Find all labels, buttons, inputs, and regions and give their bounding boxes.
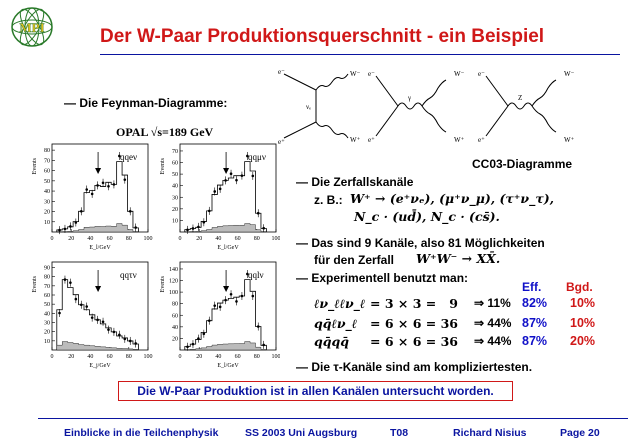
y-tick-label: 50 [44, 302, 50, 309]
y-tick-label: 30 [44, 199, 50, 206]
row-calc: = 3 × 3 = [370, 296, 437, 311]
label-z: Z [518, 94, 523, 102]
y-tick-label: 20 [44, 329, 50, 336]
data-point [252, 295, 255, 298]
data-point [219, 188, 222, 191]
x-tick-label: 100 [271, 354, 280, 360]
data-point [192, 227, 195, 230]
label-e-minus-1: e⁻ [278, 68, 285, 76]
row-share: ⇒ 44% [474, 316, 512, 330]
background-histogram [185, 224, 267, 232]
data-point [85, 188, 88, 191]
data-point [96, 184, 99, 187]
label-e-plus-1: e⁺ [278, 138, 285, 146]
x-tick-label: 100 [143, 354, 153, 360]
y-tick-label: 20 [172, 336, 178, 343]
y-axis-label: Events [160, 158, 166, 175]
y-axis-label: Events [160, 276, 166, 293]
opal-histograms [30, 138, 280, 378]
histogram-panel-4 [160, 262, 280, 369]
y-tick-label: 40 [172, 324, 178, 331]
background-histogram [57, 224, 139, 232]
data-point [64, 278, 67, 281]
y-tick-label: 60 [44, 168, 50, 175]
y-tick-label: 30 [44, 320, 50, 327]
channel-label: qqeν [120, 152, 138, 162]
x-tick-label: 60 [106, 354, 113, 360]
x-tick-label: 60 [234, 236, 241, 242]
data-point [241, 295, 244, 298]
conclusion-box: Die W-Paar Produktion ist in allen Kanälen untersucht worden. [118, 381, 513, 401]
row-eff: 82% [522, 296, 548, 310]
y-tick-label: 70 [44, 158, 50, 165]
data-point [96, 319, 99, 322]
row-formula: qq̄ℓν_ℓ [314, 316, 358, 331]
x-tick-label: 60 [234, 354, 241, 360]
y-tick-label: 140 [169, 266, 178, 273]
row-eff: 87% [522, 334, 548, 348]
y-tick-label: 60 [172, 313, 178, 320]
plot-title: OPAL √s=189 GeV [116, 125, 214, 139]
data-point [80, 303, 83, 306]
channel-label: qqτν [120, 270, 137, 280]
decays-line2: N_c · (ud̄), N_c · (cs̄). [354, 209, 500, 224]
footer-author: Richard Nisius [453, 427, 527, 439]
label-w-minus-2: W⁻ [454, 70, 465, 78]
x-tick-label: 80 [125, 354, 132, 360]
data-point [203, 333, 206, 336]
data-point [113, 183, 116, 186]
data-point [91, 316, 94, 319]
row-calc: = 6 × 6 = [370, 334, 437, 349]
x-tick-label: 60 [106, 236, 113, 242]
y-tick-label: 50 [44, 178, 50, 185]
data-point [203, 221, 206, 224]
y-tick-label: 40 [44, 311, 50, 318]
channels-line1: — Das sind 9 Kanäle, also 81 Möglichkeiten [296, 236, 545, 250]
row-bgd: 10% [570, 316, 596, 330]
row-bgd: 20% [570, 334, 596, 348]
label-w-plus-1: W⁺ [350, 136, 361, 144]
data-point [80, 210, 83, 213]
x-tick-label: 0 [178, 354, 182, 360]
data-point [129, 340, 132, 343]
footer-semester: SS 2003 Uni Augsburg [245, 427, 358, 439]
x-tick-label: 40 [215, 236, 222, 242]
label-w-plus-3: W⁺ [564, 136, 575, 144]
data-point [230, 172, 233, 175]
label-w-minus-1: W⁻ [350, 70, 361, 78]
row-count: 36 [440, 316, 458, 331]
x-tick-label: 0 [50, 354, 54, 360]
x-tick-label: 80 [253, 236, 260, 242]
channel-label: qqlν [248, 270, 264, 280]
data-point [134, 226, 137, 229]
data-point [107, 328, 110, 331]
channels-line2-text: für den Zerfall [314, 253, 395, 267]
data-point [124, 178, 127, 181]
cc03-caption: CC03-Diagramme [472, 157, 573, 171]
channel-label: qqμν [248, 152, 266, 162]
y-tick-label: 70 [44, 283, 50, 290]
x-tick-label: 100 [143, 236, 153, 242]
x-tick-label: 40 [87, 354, 94, 360]
x-tick-label: 20 [196, 354, 203, 360]
label-nu-e: νₑ [306, 103, 311, 111]
data-point [91, 193, 94, 196]
data-point [186, 229, 189, 232]
data-point [257, 325, 260, 328]
histogram-panel-2 [160, 144, 280, 251]
data-point [213, 304, 216, 307]
data-point [208, 319, 211, 322]
y-tick-label: 70 [172, 148, 178, 155]
data-point [219, 306, 222, 309]
data-point [186, 345, 189, 348]
row-count: 9 [449, 296, 458, 311]
y-axis-label: Events [32, 158, 38, 175]
data-point [224, 179, 227, 182]
y-tick-label: 100 [169, 290, 178, 297]
y-tick-label: 80 [44, 148, 50, 155]
footer-course: Einblicke in die Teilchenphysik [64, 427, 219, 439]
label-gamma: γ [408, 94, 412, 102]
data-point [58, 229, 61, 232]
data-point [197, 337, 200, 340]
row-eff: 87% [522, 316, 548, 330]
feynman-heading: — Die Feynman-Diagramme: [64, 96, 228, 110]
background-histogram [57, 342, 139, 350]
y-tick-label: 120 [169, 278, 178, 285]
label-e-plus-3: e⁺ [478, 136, 485, 144]
footer-page: Page 20 [560, 427, 600, 439]
x-tick-label: 0 [178, 236, 182, 242]
feynman-diagrams [276, 62, 621, 152]
data-point [69, 225, 72, 228]
histogram-panel-1 [32, 144, 153, 251]
decays-zb: z. B.: [314, 193, 343, 207]
y-tick-label: 20 [44, 209, 50, 216]
x-tick-label: 80 [253, 354, 260, 360]
x-tick-label: 20 [68, 354, 75, 360]
x-axis-label: E_l/GeV [89, 245, 111, 251]
row-calc: = 6 × 6 = [370, 316, 437, 331]
data-point [113, 331, 116, 334]
data-point [58, 312, 61, 315]
row-count: 36 [440, 334, 458, 349]
x-axis-label: E_l/GeV [217, 363, 239, 369]
data-point [64, 228, 67, 231]
data-point [230, 293, 233, 296]
data-point [85, 305, 88, 308]
col-eff: Eff. [522, 280, 542, 294]
x-axis-label: E_l/GeV [217, 245, 239, 251]
x-tick-label: 100 [271, 236, 280, 242]
y-tick-label: 10 [172, 218, 178, 225]
y-tick-label: 90 [44, 265, 50, 272]
y-tick-label: 10 [44, 338, 50, 345]
x-tick-label: 20 [196, 236, 203, 242]
data-point [257, 212, 260, 215]
data-point [197, 226, 200, 229]
data-point [102, 182, 105, 185]
data-point [102, 320, 105, 323]
label-e-plus-2: e⁺ [368, 136, 375, 144]
row-bgd: 10% [570, 296, 596, 310]
y-axis-label: Events [32, 276, 38, 293]
x-tick-label: 40 [87, 236, 94, 242]
background-histogram [185, 342, 267, 350]
footer-rule [38, 418, 628, 419]
data-point [252, 175, 255, 178]
tau-note: — Die τ-Kanäle sind am kompliziertesten. [296, 360, 533, 374]
experiment-heading: — Experimentell benutzt man: [296, 271, 469, 285]
data-point [75, 298, 78, 301]
label-w-minus-3: W⁻ [564, 70, 575, 78]
y-tick-label: 80 [44, 274, 50, 281]
data-point [69, 281, 72, 284]
label-e-minus-3: e⁻ [478, 70, 485, 78]
label-e-minus-2: e⁻ [368, 70, 375, 78]
data-point [262, 227, 265, 230]
y-tick-label: 20 [172, 206, 178, 213]
logo-text: MPI [19, 20, 45, 35]
data-point [75, 221, 78, 224]
row-formula: ℓν_ℓℓν_ℓ [314, 296, 366, 311]
data-point [134, 342, 137, 345]
y-tick-label: 50 [172, 172, 178, 179]
channels-line2-math: W⁺W⁻ → XX̄. [416, 251, 501, 266]
x-tick-label: 40 [215, 354, 222, 360]
data-point [262, 344, 265, 347]
data-point [107, 185, 110, 188]
data-point [124, 338, 127, 341]
data-point [192, 343, 195, 346]
x-tick-label: 20 [68, 236, 75, 242]
data-point [235, 179, 238, 182]
data-point [208, 210, 211, 213]
row-share: ⇒ 44% [474, 334, 512, 348]
page-title: Der W-Paar Produktionsquerschnitt - ein Beispiel [100, 26, 545, 47]
y-tick-label: 60 [172, 160, 178, 167]
y-tick-label: 80 [172, 301, 178, 308]
histogram-panel-3 [32, 262, 153, 369]
decays-line1: W⁺ → (e⁺νₑ), (μ⁺ν_μ), (τ⁺ν_τ), [350, 191, 554, 206]
col-bgd: Bgd. [566, 280, 593, 294]
row-formula: qq̄qq̄ [314, 334, 349, 349]
y-tick-label: 60 [44, 293, 50, 299]
decays-heading: — Die Zerfallskanäle [296, 175, 414, 189]
title-rule [100, 54, 620, 55]
x-tick-label: 80 [125, 236, 132, 242]
data-point [241, 174, 244, 177]
data-point [235, 300, 238, 303]
y-tick-label: 10 [44, 219, 50, 226]
footer-code: T08 [390, 427, 409, 439]
row-share: ⇒ 11% [474, 296, 511, 310]
data-point [224, 299, 227, 302]
y-tick-label: 40 [44, 189, 50, 196]
data-point [118, 333, 121, 336]
x-axis-label: E_j/GeV [89, 363, 111, 369]
data-point [213, 190, 216, 193]
y-tick-label: 40 [172, 183, 178, 190]
y-tick-label: 30 [172, 195, 178, 202]
data-point [129, 210, 132, 213]
mpi-logo [8, 6, 56, 48]
label-w-plus-2: W⁺ [454, 136, 465, 144]
x-tick-label: 0 [50, 236, 54, 242]
